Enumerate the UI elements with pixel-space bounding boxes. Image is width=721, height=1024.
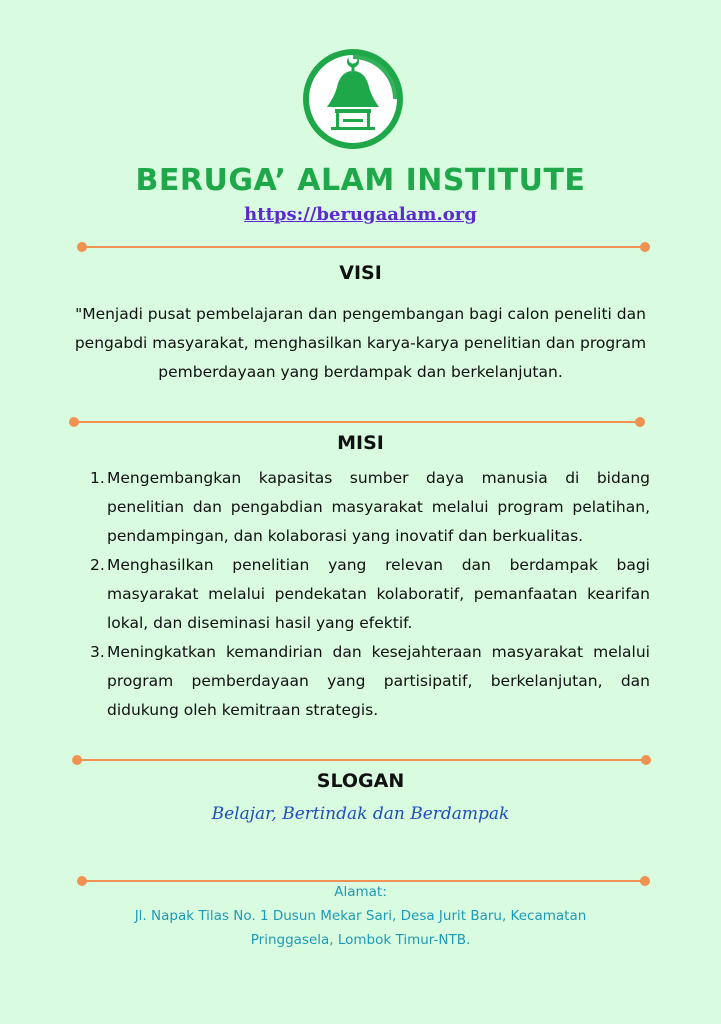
divider: [77, 240, 650, 254]
website-link[interactable]: https://berugaalam.org: [244, 204, 477, 225]
address-line: Pringgasela, Lombok Timur-NTB.: [250, 932, 471, 948]
slogan-text: Belajar, Bertindak dan Berdampak: [211, 804, 510, 824]
list-item: 3. Meningkatkan kemandirian dan kesejahteraan masyarakat melalui program pemberdayaan yang partisipatif, berkelanjutan, dan didukung oleh kemitraan strategis.: [90, 643, 650, 719]
beruga-pavilion-icon: [301, 47, 405, 151]
misi-heading: MISI: [337, 432, 384, 454]
institute-logo: [301, 47, 405, 151]
institute-title: BERUGA’ ALAM INSTITUTE: [135, 163, 586, 198]
address-label: Alamat:: [334, 884, 387, 900]
visi-heading: VISI: [339, 262, 382, 284]
slogan-heading: SLOGAN: [316, 770, 405, 792]
divider: [69, 415, 645, 429]
misi-list: [90, 464, 650, 725]
list-item: 1. Mengembangkan kapasitas sumber daya manusia di bidang penelitian dan pengabdian masyarakat melalui program pelatihan, pendampingan, dan kolaborasi yang inovatif dan berkualitas.: [90, 469, 650, 545]
divider: [72, 753, 651, 767]
address-block: [0, 880, 721, 952]
list-item: 2. Menghasilkan penelitian yang relevan dan berdampak bagi masyarakat melalui pendekatan kolaboratif, pemanfaatan kearifan lokal, dan diseminasi hasil yang efektif.: [90, 556, 650, 632]
visi-text: "Menjadi pusat pembelajaran dan pengembangan bagi calon peneliti dan pengabdi masyarakat, menghasilkan karya-karya penelitian dan program pemberdayaan yang berdampak dan berkelanjutan.: [74, 305, 647, 381]
address-line: Jl. Napak Tilas No. 1 Dusun Mekar Sari, Desa Jurit Baru, Kecamatan: [134, 908, 587, 924]
